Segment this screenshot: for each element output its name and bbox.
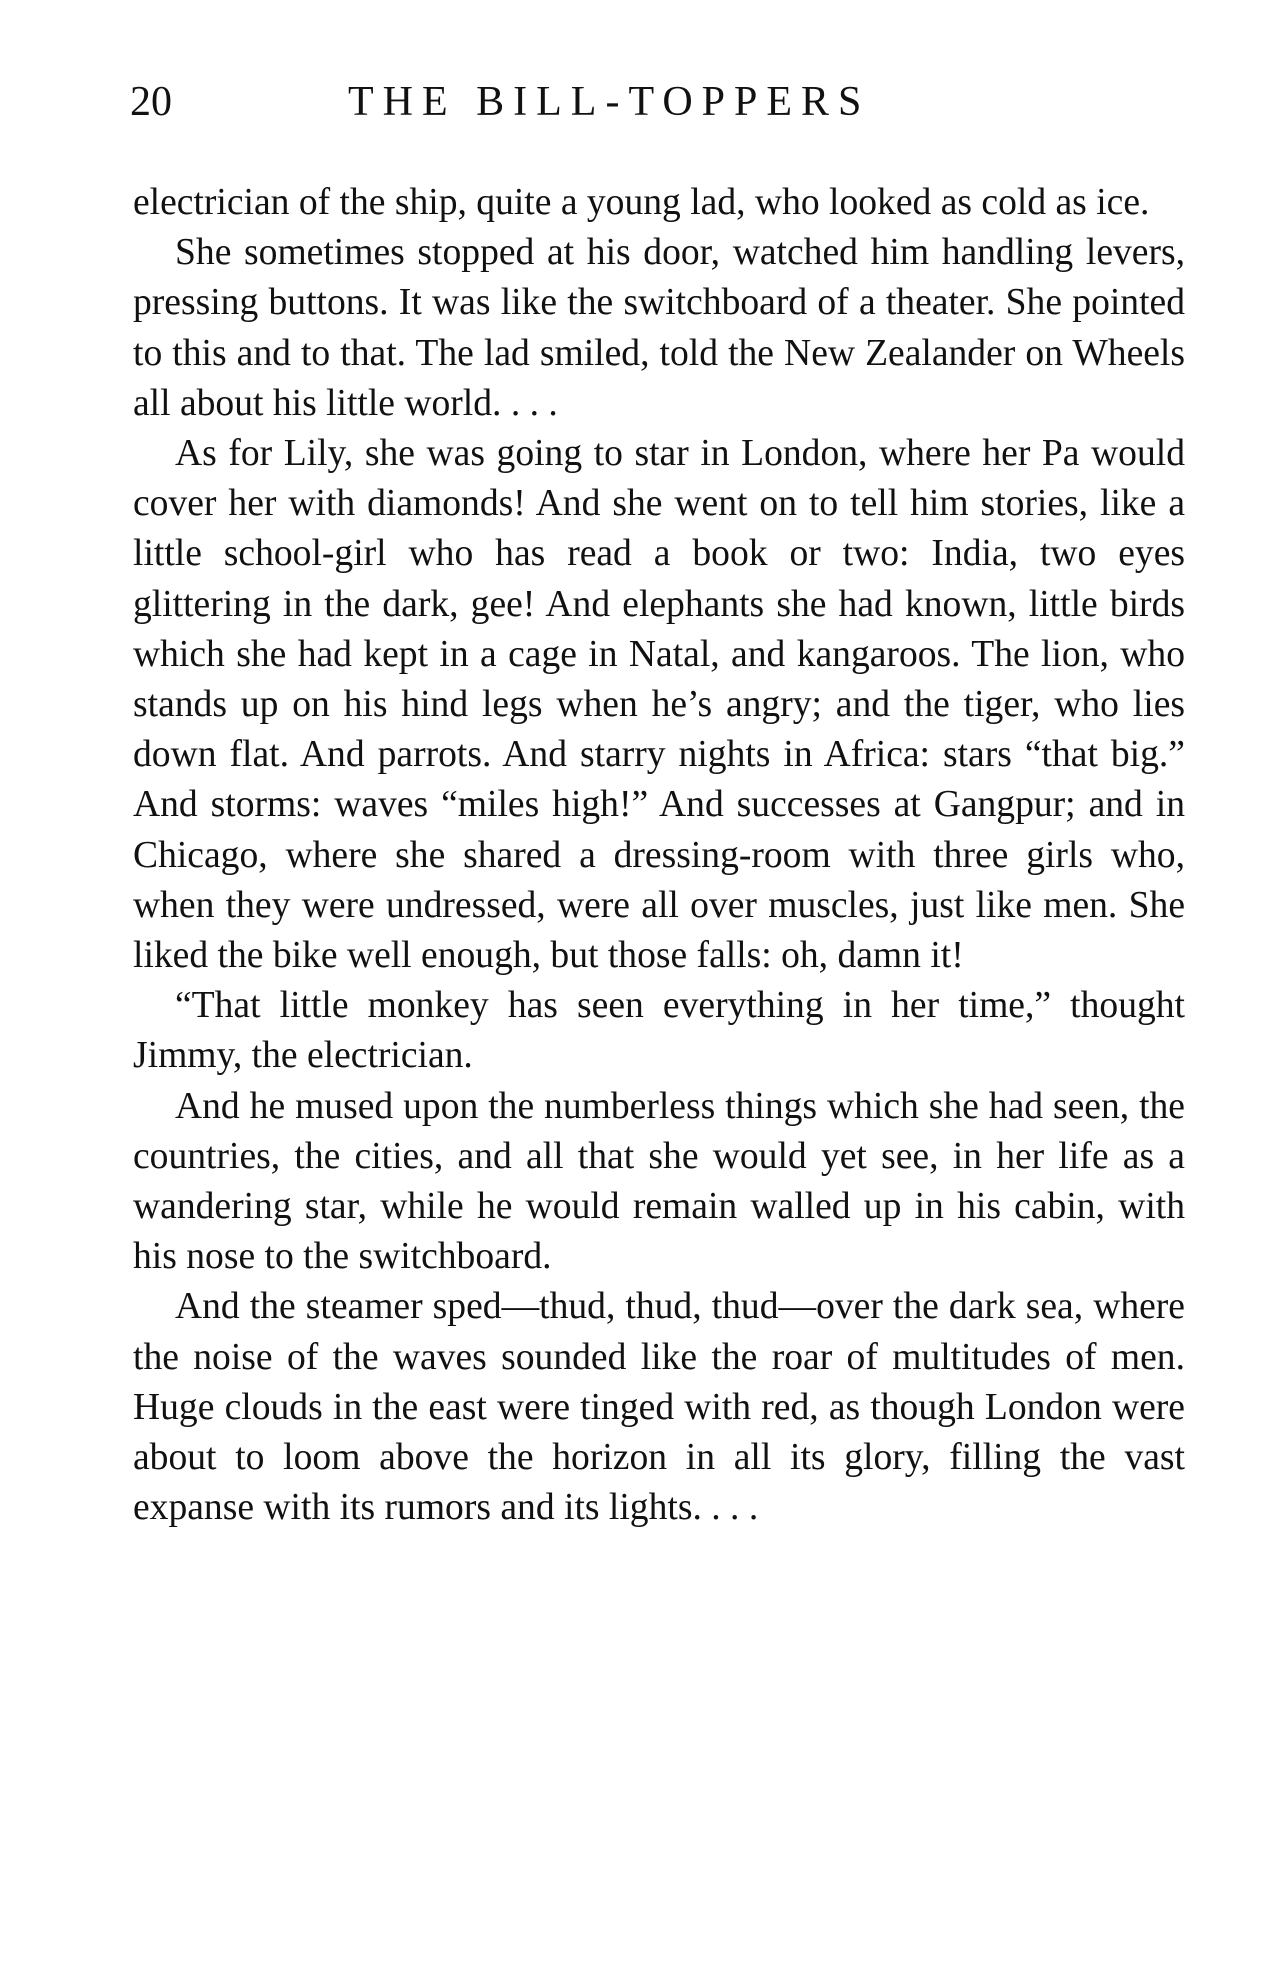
- paragraph-6: And the steamer sped—thud, thud, thud—over the dark sea, where the noise of the waves sounded like the roar of multitudes of men. Huge clouds in the east were tinged with red, as though London were about to loom above the horizon in all its glory, filling the vast expanse with its rumors and its lights. . . .: [133, 1286, 1185, 1529]
- running-title: THE BILL-TOPPERS: [348, 79, 871, 125]
- paragraph-4: “That little monkey has seen everything in her time,” thought Jimmy, the electrician.: [133, 985, 1185, 1077]
- paragraph-5: And he mused upon the numberless things which she had seen, the countries, the cities, and all that she would yet see, in her life as a wandering star, while he would remain walled up in his cabin, with his nose to the switchboard.: [133, 1085, 1185, 1278]
- paragraph-3: As for Lily, she was going to star in London, where her Pa would cover her with diamonds! And she went on to tell him stories, like a little school-girl who has read a book or two: India, two eyes glittering in the dark, gee! And elephants she had known, little birds which she had kept in a cage in Natal, and kangaroos. The lion, who stands up on his hind legs when he’s angry; and the tiger, who lies down flat. And parrots. And starry nights in Africa: stars “that big.” And storms: waves “miles high!” And successes at Gangpur; and in Chicago, where she shared a dressing-room with three girls who, when they were undressed, were all over muscles, just like men. She liked the bike well enough, but those falls: oh, damn it!: [133, 433, 1185, 977]
- page-number: 20: [130, 79, 172, 125]
- paragraph-1: electrician of the ship, quite a young lad, who looked as cold as ice.: [133, 182, 1150, 223]
- body-text: [133, 178, 1185, 1533]
- page-header: [130, 72, 1180, 132]
- paragraph-2: She sometimes stopped at his door, watched him handling levers, pressing buttons. It was like the switchboard of a theater. She pointed to this and to that. The lad smiled, told the New Zealander on Wheels all about his little world. . . .: [133, 232, 1185, 424]
